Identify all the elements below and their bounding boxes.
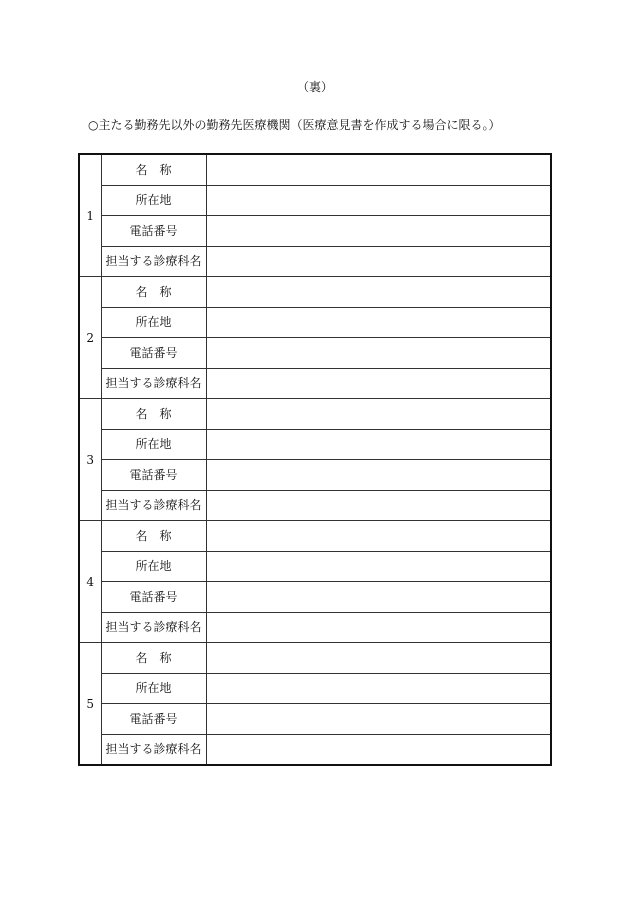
name-field[interactable]	[206, 643, 551, 674]
phone-field[interactable]	[206, 338, 551, 369]
workplace-entry-1	[79, 154, 551, 277]
label-address: 所在地	[101, 673, 206, 704]
row-address	[79, 429, 551, 460]
address-field[interactable]	[206, 185, 551, 216]
row-department	[79, 490, 551, 521]
department-field[interactable]	[206, 734, 551, 765]
department-field[interactable]	[206, 368, 551, 399]
row-name	[79, 277, 551, 308]
label-department: 担当する診療科名	[101, 612, 206, 643]
entry-number: 1	[79, 154, 101, 277]
label-department: 担当する診療科名	[101, 246, 206, 277]
name-field[interactable]	[206, 521, 551, 552]
label-address: 所在地	[101, 429, 206, 460]
row-address	[79, 551, 551, 582]
department-field[interactable]	[206, 246, 551, 277]
entry-number: 3	[79, 399, 101, 521]
secondary-workplace-table	[78, 153, 552, 766]
row-phone	[79, 216, 551, 247]
section-instruction: ○主たる勤務先以外の勤務先医療機関（医療意見書を作成する場合に限る。）	[88, 118, 501, 132]
phone-field[interactable]	[206, 704, 551, 735]
label-phone: 電話番号	[101, 216, 206, 247]
phone-field[interactable]	[206, 582, 551, 613]
department-field[interactable]	[206, 612, 551, 643]
row-department	[79, 246, 551, 277]
workplace-entry-3	[79, 399, 551, 521]
row-phone	[79, 704, 551, 735]
label-phone: 電話番号	[101, 460, 206, 491]
phone-field[interactable]	[206, 216, 551, 247]
name-field[interactable]	[206, 277, 551, 308]
address-field[interactable]	[206, 551, 551, 582]
label-name: 名 称	[101, 521, 206, 552]
label-phone: 電話番号	[101, 582, 206, 613]
name-field[interactable]	[206, 399, 551, 430]
row-address	[79, 185, 551, 216]
workplace-entry-2	[79, 277, 551, 399]
workplace-entry-4	[79, 521, 551, 643]
label-department: 担当する診療科名	[101, 368, 206, 399]
department-field[interactable]	[206, 490, 551, 521]
entry-number: 5	[79, 643, 101, 766]
row-name	[79, 154, 551, 185]
label-address: 所在地	[101, 551, 206, 582]
label-name: 名 称	[101, 154, 206, 185]
row-department	[79, 368, 551, 399]
row-name	[79, 643, 551, 674]
row-department	[79, 734, 551, 765]
row-department	[79, 612, 551, 643]
entry-number: 2	[79, 277, 101, 399]
label-department: 担当する診療科名	[101, 734, 206, 765]
phone-field[interactable]	[206, 460, 551, 491]
label-name: 名 称	[101, 277, 206, 308]
row-phone	[79, 460, 551, 491]
entry-number: 4	[79, 521, 101, 643]
label-phone: 電話番号	[101, 704, 206, 735]
address-field[interactable]	[206, 429, 551, 460]
label-address: 所在地	[101, 185, 206, 216]
label-address: 所在地	[101, 307, 206, 338]
address-field[interactable]	[206, 673, 551, 704]
address-field[interactable]	[206, 307, 551, 338]
row-address	[79, 307, 551, 338]
label-name: 名 称	[101, 399, 206, 430]
label-department: 担当する診療科名	[101, 490, 206, 521]
label-name: 名 称	[101, 643, 206, 674]
name-field[interactable]	[206, 154, 551, 185]
workplace-entry-5	[79, 643, 551, 766]
row-address	[79, 673, 551, 704]
label-phone: 電話番号	[101, 338, 206, 369]
row-phone	[79, 338, 551, 369]
row-name	[79, 399, 551, 430]
row-name	[79, 521, 551, 552]
page-heading: （裏）	[296, 80, 333, 94]
row-phone	[79, 582, 551, 613]
